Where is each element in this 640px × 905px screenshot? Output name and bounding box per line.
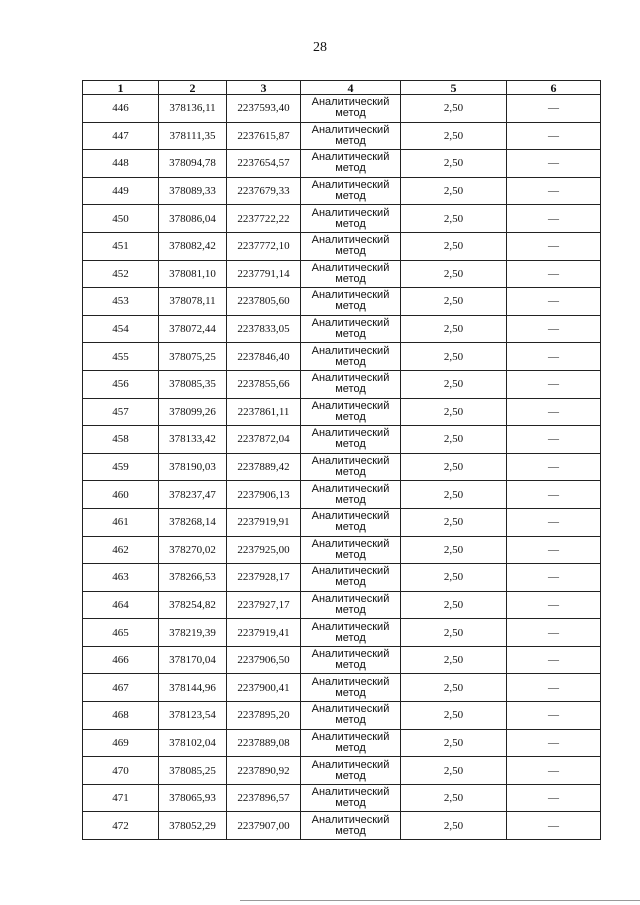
table-row <box>83 122 601 150</box>
y-coordinate-cell: 2237722,22 <box>227 205 301 233</box>
method-line-1: Аналитический <box>311 730 390 743</box>
method-cell <box>301 646 401 674</box>
method-line-1: Аналитический <box>311 344 390 357</box>
note-cell: — <box>507 150 601 178</box>
y-coordinate-cell: 2237593,40 <box>227 95 301 123</box>
method-line-2: метод <box>335 797 366 810</box>
method-cell <box>301 426 401 454</box>
table-row <box>83 453 601 481</box>
method-cell <box>301 205 401 233</box>
method-cell <box>301 315 401 343</box>
accuracy-cell: 2,50 <box>401 95 507 123</box>
x-coordinate-cell: 378085,35 <box>159 370 227 398</box>
column-header: 4 <box>301 81 401 95</box>
method-line-1: Аналитический <box>311 151 390 164</box>
point-number-cell: 451 <box>83 232 159 260</box>
accuracy-cell: 2,50 <box>401 150 507 178</box>
table-row <box>83 205 601 233</box>
table-row <box>83 646 601 674</box>
x-coordinate-cell: 378190,03 <box>159 453 227 481</box>
method-line-2: метод <box>335 162 366 175</box>
x-coordinate-cell: 378072,44 <box>159 315 227 343</box>
table-row <box>83 398 601 426</box>
x-coordinate-cell: 378082,42 <box>159 232 227 260</box>
method-cell <box>301 508 401 536</box>
method-cell <box>301 95 401 123</box>
x-coordinate-cell: 378133,42 <box>159 426 227 454</box>
accuracy-cell: 2,50 <box>401 398 507 426</box>
method-line-1: Аналитический <box>311 620 390 633</box>
y-coordinate-cell: 2237890,92 <box>227 757 301 785</box>
point-number-cell: 465 <box>83 619 159 647</box>
x-coordinate-cell: 378237,47 <box>159 481 227 509</box>
accuracy-cell: 2,50 <box>401 674 507 702</box>
y-coordinate-cell: 2237889,42 <box>227 453 301 481</box>
y-coordinate-cell: 2237896,57 <box>227 784 301 812</box>
x-coordinate-cell: 378136,11 <box>159 95 227 123</box>
method-line-1: Аналитический <box>311 565 390 578</box>
x-coordinate-cell: 378081,10 <box>159 260 227 288</box>
x-coordinate-cell: 378270,02 <box>159 536 227 564</box>
method-cell <box>301 343 401 371</box>
method-line-1: Аналитический <box>311 123 390 136</box>
accuracy-cell: 2,50 <box>401 536 507 564</box>
note-cell: — <box>507 205 601 233</box>
method-line-2: метод <box>335 245 366 258</box>
note-cell: — <box>507 370 601 398</box>
accuracy-cell: 2,50 <box>401 757 507 785</box>
note-cell: — <box>507 343 601 371</box>
accuracy-cell: 2,50 <box>401 453 507 481</box>
x-coordinate-cell: 378219,39 <box>159 619 227 647</box>
method-line-1: Аналитический <box>311 510 390 523</box>
y-coordinate-cell: 2237919,91 <box>227 508 301 536</box>
y-coordinate-cell: 2237927,17 <box>227 591 301 619</box>
coordinates-table <box>82 80 601 840</box>
method-cell <box>301 150 401 178</box>
accuracy-cell: 2,50 <box>401 508 507 536</box>
table-row <box>83 315 601 343</box>
y-coordinate-cell: 2237928,17 <box>227 564 301 592</box>
note-cell: — <box>507 757 601 785</box>
method-line-2: метод <box>335 824 366 837</box>
method-cell <box>301 232 401 260</box>
method-line-1: Аналитический <box>311 289 390 302</box>
method-cell <box>301 784 401 812</box>
column-header: 3 <box>227 81 301 95</box>
point-number-cell: 446 <box>83 95 159 123</box>
bottom-divider <box>240 900 640 901</box>
point-number-cell: 448 <box>83 150 159 178</box>
x-coordinate-cell: 378111,35 <box>159 122 227 150</box>
point-number-cell: 449 <box>83 177 159 205</box>
method-line-2: метод <box>335 603 366 616</box>
x-coordinate-cell: 378099,26 <box>159 398 227 426</box>
method-line-2: метод <box>335 521 366 534</box>
y-coordinate-cell: 2237861,11 <box>227 398 301 426</box>
method-line-1: Аналитический <box>311 592 390 605</box>
method-line-2: метод <box>335 438 366 451</box>
method-line-2: метод <box>335 355 366 368</box>
note-cell: — <box>507 812 601 840</box>
y-coordinate-cell: 2237833,05 <box>227 315 301 343</box>
method-line-1: Аналитический <box>311 179 390 192</box>
x-coordinate-cell: 378089,33 <box>159 177 227 205</box>
table-row <box>83 619 601 647</box>
table-row <box>83 481 601 509</box>
method-line-2: метод <box>335 328 366 341</box>
method-line-2: метод <box>335 769 366 782</box>
column-header: 5 <box>401 81 507 95</box>
y-coordinate-cell: 2237872,04 <box>227 426 301 454</box>
accuracy-cell: 2,50 <box>401 122 507 150</box>
table-row <box>83 757 601 785</box>
accuracy-cell: 2,50 <box>401 481 507 509</box>
method-cell <box>301 288 401 316</box>
method-line-1: Аналитический <box>311 96 390 109</box>
table-row <box>83 702 601 730</box>
y-coordinate-cell: 2237925,00 <box>227 536 301 564</box>
method-line-2: метод <box>335 714 366 727</box>
accuracy-cell: 2,50 <box>401 426 507 454</box>
method-line-1: Аналитический <box>311 675 390 688</box>
point-number-cell: 467 <box>83 674 159 702</box>
method-cell <box>301 564 401 592</box>
table-row <box>83 260 601 288</box>
x-coordinate-cell: 378075,25 <box>159 343 227 371</box>
method-line-2: метод <box>335 107 366 120</box>
point-number-cell: 456 <box>83 370 159 398</box>
point-number-cell: 472 <box>83 812 159 840</box>
y-coordinate-cell: 2237679,33 <box>227 177 301 205</box>
y-coordinate-cell: 2237906,50 <box>227 646 301 674</box>
x-coordinate-cell: 378144,96 <box>159 674 227 702</box>
method-line-1: Аналитический <box>311 455 390 468</box>
table-row <box>83 177 601 205</box>
method-line-2: метод <box>335 134 366 147</box>
accuracy-cell: 2,50 <box>401 591 507 619</box>
y-coordinate-cell: 2237615,87 <box>227 122 301 150</box>
x-coordinate-cell: 378123,54 <box>159 702 227 730</box>
note-cell: — <box>507 646 601 674</box>
note-cell: — <box>507 398 601 426</box>
accuracy-cell: 2,50 <box>401 232 507 260</box>
note-cell: — <box>507 122 601 150</box>
y-coordinate-cell: 2237855,66 <box>227 370 301 398</box>
accuracy-cell: 2,50 <box>401 702 507 730</box>
accuracy-cell: 2,50 <box>401 784 507 812</box>
method-cell <box>301 122 401 150</box>
method-line-1: Аналитический <box>311 703 390 716</box>
table-row <box>83 729 601 757</box>
method-cell <box>301 481 401 509</box>
note-cell: — <box>507 564 601 592</box>
method-cell <box>301 619 401 647</box>
point-number-cell: 454 <box>83 315 159 343</box>
method-line-1: Аналитический <box>311 537 390 550</box>
point-number-cell: 453 <box>83 288 159 316</box>
y-coordinate-cell: 2237846,40 <box>227 343 301 371</box>
point-number-cell: 461 <box>83 508 159 536</box>
note-cell: — <box>507 426 601 454</box>
method-line-1: Аналитический <box>311 399 390 412</box>
method-line-2: метод <box>335 190 366 203</box>
method-cell <box>301 536 401 564</box>
accuracy-cell: 2,50 <box>401 619 507 647</box>
column-header: 1 <box>83 81 159 95</box>
note-cell: — <box>507 453 601 481</box>
note-cell: — <box>507 508 601 536</box>
x-coordinate-cell: 378078,11 <box>159 288 227 316</box>
method-cell <box>301 674 401 702</box>
method-line-1: Аналитический <box>311 813 390 826</box>
method-line-2: метод <box>335 300 366 313</box>
y-coordinate-cell: 2237889,08 <box>227 729 301 757</box>
method-line-2: метод <box>335 741 366 754</box>
y-coordinate-cell: 2237900,41 <box>227 674 301 702</box>
method-cell <box>301 453 401 481</box>
method-line-2: метод <box>335 686 366 699</box>
note-cell: — <box>507 729 601 757</box>
method-cell <box>301 757 401 785</box>
column-header: 6 <box>507 81 601 95</box>
accuracy-cell: 2,50 <box>401 812 507 840</box>
method-line-2: метод <box>335 548 366 561</box>
accuracy-cell: 2,50 <box>401 315 507 343</box>
point-number-cell: 459 <box>83 453 159 481</box>
point-number-cell: 464 <box>83 591 159 619</box>
point-number-cell: 455 <box>83 343 159 371</box>
table-row <box>83 370 601 398</box>
method-line-2: метод <box>335 631 366 644</box>
method-line-1: Аналитический <box>311 786 390 799</box>
method-line-1: Аналитический <box>311 758 390 771</box>
note-cell: — <box>507 481 601 509</box>
point-number-cell: 471 <box>83 784 159 812</box>
accuracy-cell: 2,50 <box>401 564 507 592</box>
note-cell: — <box>507 674 601 702</box>
table-row <box>83 812 601 840</box>
method-cell <box>301 812 401 840</box>
note-cell: — <box>507 702 601 730</box>
note-cell: — <box>507 260 601 288</box>
method-line-2: метод <box>335 217 366 230</box>
method-line-1: Аналитический <box>311 261 390 274</box>
table-row <box>83 536 601 564</box>
x-coordinate-cell: 378254,82 <box>159 591 227 619</box>
method-line-1: Аналитический <box>311 206 390 219</box>
note-cell: — <box>507 95 601 123</box>
point-number-cell: 462 <box>83 536 159 564</box>
accuracy-cell: 2,50 <box>401 260 507 288</box>
method-line-2: метод <box>335 493 366 506</box>
point-number-cell: 457 <box>83 398 159 426</box>
point-number-cell: 469 <box>83 729 159 757</box>
note-cell: — <box>507 591 601 619</box>
table-row <box>83 95 601 123</box>
note-cell: — <box>507 536 601 564</box>
point-number-cell: 447 <box>83 122 159 150</box>
y-coordinate-cell: 2237654,57 <box>227 150 301 178</box>
table-row <box>83 232 601 260</box>
table-row <box>83 426 601 454</box>
point-number-cell: 458 <box>83 426 159 454</box>
y-coordinate-cell: 2237805,60 <box>227 288 301 316</box>
table-row <box>83 784 601 812</box>
method-cell <box>301 177 401 205</box>
method-cell <box>301 702 401 730</box>
point-number-cell: 450 <box>83 205 159 233</box>
method-cell <box>301 398 401 426</box>
note-cell: — <box>507 619 601 647</box>
accuracy-cell: 2,50 <box>401 205 507 233</box>
method-line-2: метод <box>335 466 366 479</box>
x-coordinate-cell: 378065,93 <box>159 784 227 812</box>
x-coordinate-cell: 378085,25 <box>159 757 227 785</box>
note-cell: — <box>507 784 601 812</box>
y-coordinate-cell: 2237907,00 <box>227 812 301 840</box>
method-line-1: Аналитический <box>311 648 390 661</box>
point-number-cell: 452 <box>83 260 159 288</box>
page-number: 28 <box>313 40 327 55</box>
x-coordinate-cell: 378266,53 <box>159 564 227 592</box>
x-coordinate-cell: 378094,78 <box>159 150 227 178</box>
x-coordinate-cell: 378268,14 <box>159 508 227 536</box>
table-row <box>83 288 601 316</box>
note-cell: — <box>507 177 601 205</box>
method-cell <box>301 729 401 757</box>
method-line-2: метод <box>335 383 366 396</box>
point-number-cell: 463 <box>83 564 159 592</box>
table-row <box>83 343 601 371</box>
point-number-cell: 466 <box>83 646 159 674</box>
y-coordinate-cell: 2237906,13 <box>227 481 301 509</box>
accuracy-cell: 2,50 <box>401 370 507 398</box>
table-row <box>83 508 601 536</box>
point-number-cell: 470 <box>83 757 159 785</box>
method-line-1: Аналитический <box>311 482 390 495</box>
x-coordinate-cell: 378102,04 <box>159 729 227 757</box>
accuracy-cell: 2,50 <box>401 646 507 674</box>
table-row <box>83 674 601 702</box>
x-coordinate-cell: 378086,04 <box>159 205 227 233</box>
point-number-cell: 460 <box>83 481 159 509</box>
accuracy-cell: 2,50 <box>401 288 507 316</box>
method-cell <box>301 591 401 619</box>
method-line-2: метод <box>335 410 366 423</box>
accuracy-cell: 2,50 <box>401 177 507 205</box>
method-line-2: метод <box>335 659 366 672</box>
y-coordinate-cell: 2237895,20 <box>227 702 301 730</box>
method-line-2: метод <box>335 576 366 589</box>
y-coordinate-cell: 2237772,10 <box>227 232 301 260</box>
y-coordinate-cell: 2237919,41 <box>227 619 301 647</box>
note-cell: — <box>507 288 601 316</box>
table-row <box>83 564 601 592</box>
method-line-1: Аналитический <box>311 317 390 330</box>
method-line-1: Аналитический <box>311 372 390 385</box>
y-coordinate-cell: 2237791,14 <box>227 260 301 288</box>
table-row <box>83 591 601 619</box>
method-line-1: Аналитический <box>311 234 390 247</box>
accuracy-cell: 2,50 <box>401 729 507 757</box>
note-cell: — <box>507 232 601 260</box>
column-header: 2 <box>159 81 227 95</box>
method-cell <box>301 370 401 398</box>
method-line-2: метод <box>335 272 366 285</box>
method-cell <box>301 260 401 288</box>
x-coordinate-cell: 378170,04 <box>159 646 227 674</box>
x-coordinate-cell: 378052,29 <box>159 812 227 840</box>
note-cell: — <box>507 315 601 343</box>
table-row <box>83 150 601 178</box>
accuracy-cell: 2,50 <box>401 343 507 371</box>
method-line-1: Аналитический <box>311 427 390 440</box>
point-number-cell: 468 <box>83 702 159 730</box>
table-header-row <box>83 81 601 95</box>
